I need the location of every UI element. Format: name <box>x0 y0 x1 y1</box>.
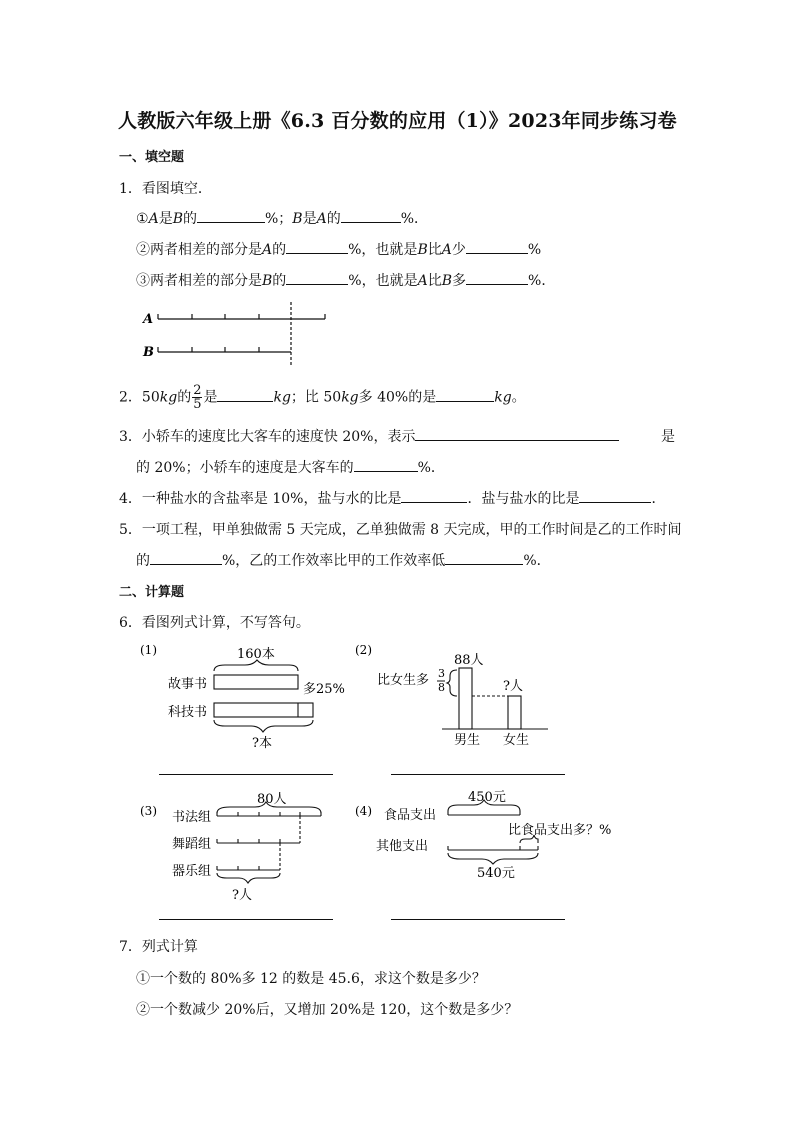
diagram-top-label: 80人 <box>257 792 287 807</box>
answer-blank[interactable] <box>579 489 651 503</box>
section-heading-calculation: 二、计算题 <box>119 585 185 600</box>
q1-line-2: ②两者相差的部分是A的 %，也就是B比A少 % <box>136 242 542 258</box>
q4-line: 4．一种盐水的含盐率是 10%，盐与水的比是 ．盐与盐水的比是 ． <box>119 491 666 507</box>
answer-blank[interactable] <box>197 209 265 223</box>
q7-item-1: ①一个数的 80%多 12 的数是 45.6，求这个数是多少？ <box>136 971 486 987</box>
row-label: 舞蹈组 <box>172 837 212 852</box>
bottom-brace <box>217 873 280 883</box>
answer-blank[interactable] <box>466 240 528 254</box>
diagram-bottom-label: 540元 <box>477 866 515 881</box>
q6-stem: 6．看图列式计算，不写答句。 <box>119 615 310 631</box>
row-label: 故事书 <box>168 677 208 692</box>
q7-stem: 7．列式计算 <box>119 939 198 955</box>
row-label: 其他支出 <box>376 839 429 854</box>
answer-blank[interactable] <box>436 388 494 402</box>
q1-segment-diagram <box>138 298 338 370</box>
page-title: 人教版六年级上册《6.3 百分数的应用（1）》2023年同步练习卷 <box>118 110 677 132</box>
answer-line[interactable] <box>159 919 333 920</box>
row-label: 书法组 <box>172 810 212 825</box>
answer-line[interactable] <box>159 774 333 775</box>
top-brace <box>214 660 298 671</box>
q6-diagram-2 <box>350 640 570 755</box>
section-heading-fill-in: 一、填空题 <box>119 150 185 165</box>
diagram-tag: (1) <box>140 643 157 657</box>
diagram-top-label: 88人 <box>454 653 484 668</box>
diagram-label-b: B <box>143 345 154 360</box>
diagram-top-label: 450元 <box>468 790 506 805</box>
fraction-numerator: 3 <box>438 667 445 680</box>
left-brace <box>447 670 457 696</box>
row-label: 科技书 <box>168 705 208 720</box>
row-label: 食品支出 <box>384 808 437 823</box>
diagram-tag: (2) <box>355 643 372 657</box>
answer-blank[interactable] <box>286 271 348 285</box>
q1-stem: 1．看图填空． <box>119 181 212 197</box>
q1-line-3: ③两者相差的部分是B的 %，也就是A比B多 %． <box>136 273 556 289</box>
girls-bar <box>508 696 521 729</box>
diagram-label-a: A <box>143 312 154 327</box>
q7-item-2: ②一个数减少 20%后，又增加 20%是 120，这个数是多少？ <box>136 1002 519 1018</box>
answer-blank[interactable] <box>217 388 273 402</box>
q6-diagram-1 <box>135 640 350 755</box>
q3-line-1: 3．小轿车的速度比大客车的速度快 20%，表示 <box>119 426 619 446</box>
diagram-tag: (3) <box>140 804 157 818</box>
q5-line-2: 的 %，乙的工作效率比甲的工作效率低 %． <box>136 553 551 569</box>
bottom-brace <box>448 853 538 864</box>
answer-blank[interactable] <box>150 551 222 565</box>
answer-blank[interactable] <box>354 458 418 472</box>
more-label: 多25% <box>303 682 345 697</box>
q5-line-1: 5．一项工程，甲单独做需 5 天完成，乙单独做需 8 天完成，甲的工作时间是乙的工作时间 <box>119 522 682 538</box>
answer-blank[interactable] <box>415 427 619 441</box>
answer-blank[interactable] <box>401 489 467 503</box>
q1-line-1: ①A是B的 %；B是A的 %． <box>136 211 429 227</box>
diagram-bottom-label: ?人 <box>232 888 252 903</box>
bottom-brace <box>214 720 313 732</box>
answer-blank[interactable] <box>466 271 528 285</box>
diagram-tag: (4) <box>355 804 372 818</box>
row-label: 器乐组 <box>172 864 212 879</box>
diagram-right-label: ?人 <box>503 679 523 694</box>
answer-blank[interactable] <box>341 209 401 223</box>
diagram-bottom-label: ?本 <box>252 736 272 751</box>
answer-blank[interactable] <box>445 551 523 565</box>
q6-diagram-3 <box>135 785 350 905</box>
q3-line-2: 的 20%；小轿车的速度是大客车的 %． <box>136 460 445 476</box>
story-book-bar <box>214 675 298 689</box>
x-label: 男生 <box>454 733 481 748</box>
answer-blank[interactable] <box>286 240 348 254</box>
q6-diagram-4 <box>350 785 640 905</box>
q3-line-1-end: 是 <box>661 429 675 445</box>
diagram-right-label: 比食品支出多？% <box>508 823 612 838</box>
x-label: 女生 <box>503 733 530 748</box>
fraction-two-fifths: $\frac{2}{5}$ <box>193 383 202 412</box>
fraction-denominator: 8 <box>438 681 445 694</box>
boys-bar <box>459 668 472 729</box>
q2-line: 2．50kg的 $\frac{2}{5}$ 是 kg；比 50kg多 40%的是 kg。 <box>119 383 526 412</box>
diagram-left-label: 比女生多 <box>377 673 430 688</box>
diagram-top-label: 160本 <box>237 647 275 662</box>
answer-line[interactable] <box>391 919 565 920</box>
answer-line[interactable] <box>391 774 565 775</box>
